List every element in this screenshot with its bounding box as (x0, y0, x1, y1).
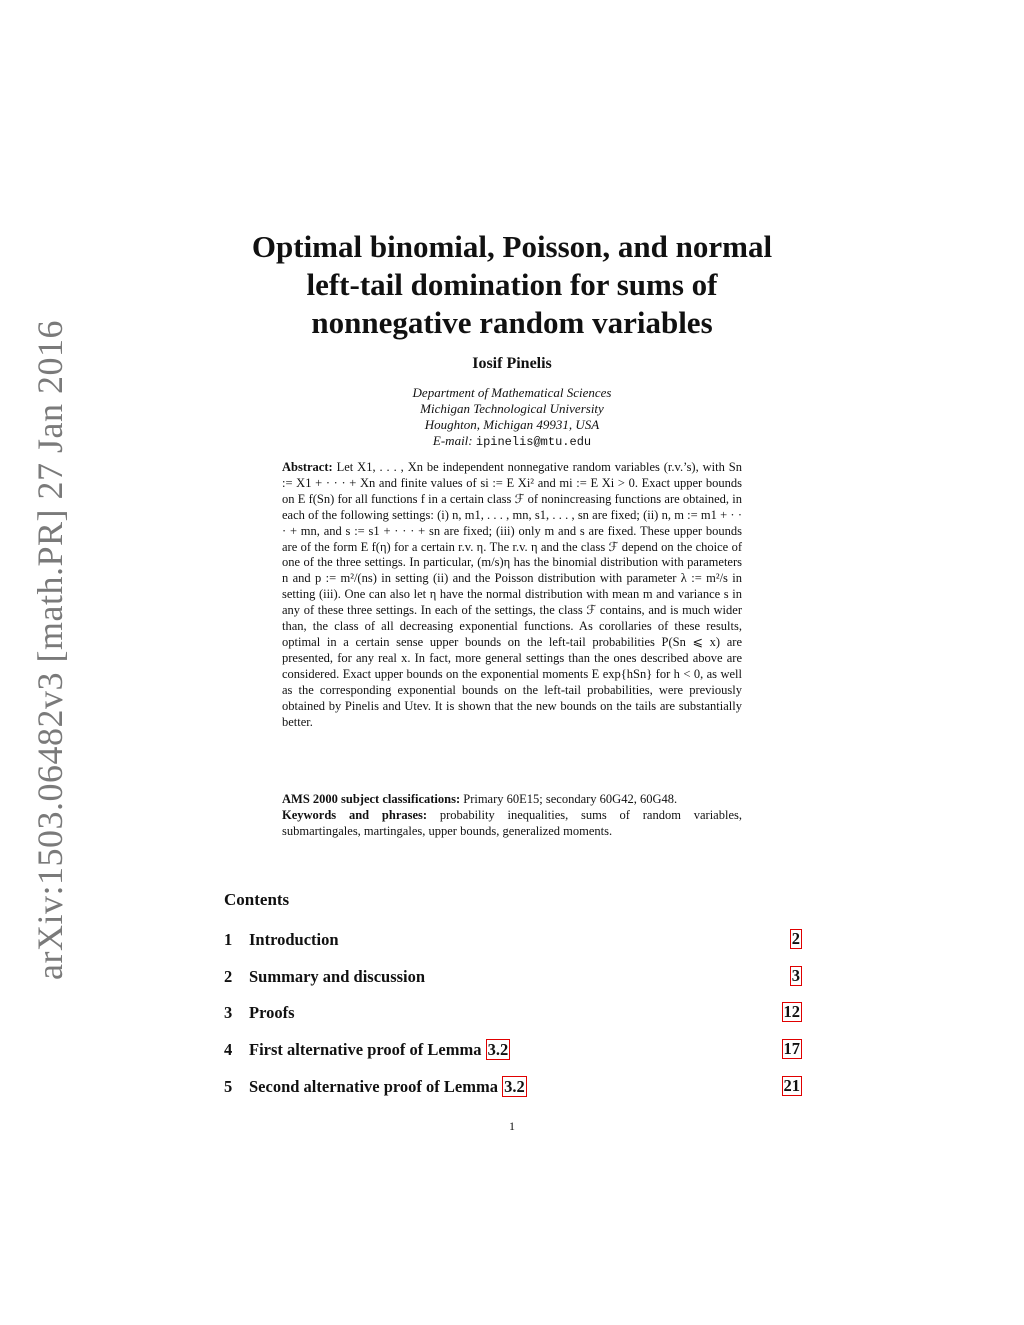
affiliation-email-line (0, 433, 1024, 450)
affiliation-univ: Michigan Technological University (420, 401, 604, 416)
lemma-ref-link[interactable]: 3.2 (487, 1040, 509, 1059)
arxiv-stamp-text: arXiv:1503.06482v3 [math.PR] 27 Jan 2016 (30, 320, 70, 980)
abstract-label: Abstract: (282, 460, 333, 474)
author-name: Iosif Pinelis (472, 355, 552, 372)
toc-label-text: First alternative proof of Lemma (249, 1040, 482, 1059)
affiliation-address: Houghton, Michigan 49931, USA (424, 417, 600, 432)
toc-label: Introduction (249, 930, 339, 949)
abstract-text: Let X1, . . . , Xn be independent nonnegative random variables (r.v.’s), with Sn := X1 + · · · + Xn and finite values of si := E Xi² and mi := E Xi > 0. Exact upper bounds on E f(Sn) for all functions f in a certain class ℱ of nonincreasing functions are obtained, in each of the following settings: (i) n, m1, . . . , mn, s1, . . . , sn are fixed; (ii) n, m := m1 + · · · + mn, and s := s1 + · · · + sn are fixed; (iii) only m and s are fixed. These upper bounds are of the form E f(η) for a certain r.v. η. The r.v. η and the class ℱ depend on the choice of one of the three settings. In particular, (m/s)η has the binomial distribution with parameters n and p := m²/(ns) in setting (ii) and the Poisson distribution with parameter λ := m²/s in setting (iii). One can also let η have the normal distribution with mean m and variance s in any of these three settings. In each of the settings, the class ℱ contains, and is much wider than, the class of all decreasing exponential functions. As corollaries of these results, optimal in a certain sense upper bounds on the left-tail probabilities P(Sn ⩽ x) are presented, for any real x. In fact, more general settings than the ones described above are considered. Exact upper bounds on the exponential moments E exp{hSn} for h < 0, as well as the corresponding exponential bounds on the left-tail probabilities, were previously obtained by Pinelis and Utev. It is shown that the new bounds on the tails are substantially better. (282, 460, 742, 729)
toc-number: 4 (224, 1040, 233, 1059)
email-link[interactable]: ipinelis@mtu.edu (475, 435, 592, 449)
ams-classification (282, 792, 742, 808)
toc-number: 2 (224, 967, 233, 986)
toc-entry-second-alt-proof[interactable] (224, 1077, 802, 1099)
toc-label (249, 1077, 527, 1097)
toc-entry-summary[interactable] (224, 967, 802, 989)
toc-label: Summary and discussion (249, 967, 426, 986)
keywords-label: Keywords and phrases: (282, 807, 428, 822)
keywords-text: probability inequalities, sums of random variables, submartingales, martingales, upper bounds, generalized moments. (282, 807, 742, 838)
toc-page-link[interactable]: 21 (783, 1076, 800, 1095)
ams-label: AMS 2000 subject classifications: (282, 792, 461, 806)
toc-number: 1 (224, 930, 233, 949)
title-line-1: Optimal binomial, Poisson, and normal (251, 229, 773, 264)
toc-number: 3 (224, 1003, 233, 1022)
toc-entry-first-alt-proof[interactable] (224, 1040, 802, 1062)
toc-page-link[interactable]: 3 (791, 966, 800, 985)
affiliation-dept: Department of Mathematical Sciences (412, 385, 612, 400)
toc-label: Proofs (249, 1003, 295, 1022)
toc-label-text: Second alternative proof of Lemma (249, 1077, 498, 1096)
abstract (282, 460, 742, 730)
title-line-2: left-tail domination for sums of (306, 267, 718, 302)
title-line-3: nonnegative random variables (311, 305, 713, 340)
toc-entry-introduction[interactable] (224, 930, 802, 952)
classification-block (282, 792, 742, 840)
ams-text: Primary 60E15; secondary 60G42, 60G48. (463, 792, 678, 806)
contents-heading: Contents (224, 890, 290, 909)
email-label: E-mail: (432, 433, 473, 448)
lemma-ref-link[interactable]: 3.2 (504, 1077, 525, 1096)
page-number: 1 (509, 1119, 515, 1133)
toc-entry-proofs[interactable] (224, 1003, 802, 1025)
keywords (282, 808, 742, 840)
affiliation (0, 385, 1024, 450)
toc-page-link[interactable]: 17 (783, 1039, 800, 1058)
paper-title (200, 228, 824, 342)
toc-number: 5 (224, 1077, 233, 1096)
toc-page-link[interactable]: 2 (791, 929, 800, 948)
toc-page-link[interactable]: 12 (783, 1002, 800, 1021)
toc-label (249, 1040, 510, 1060)
